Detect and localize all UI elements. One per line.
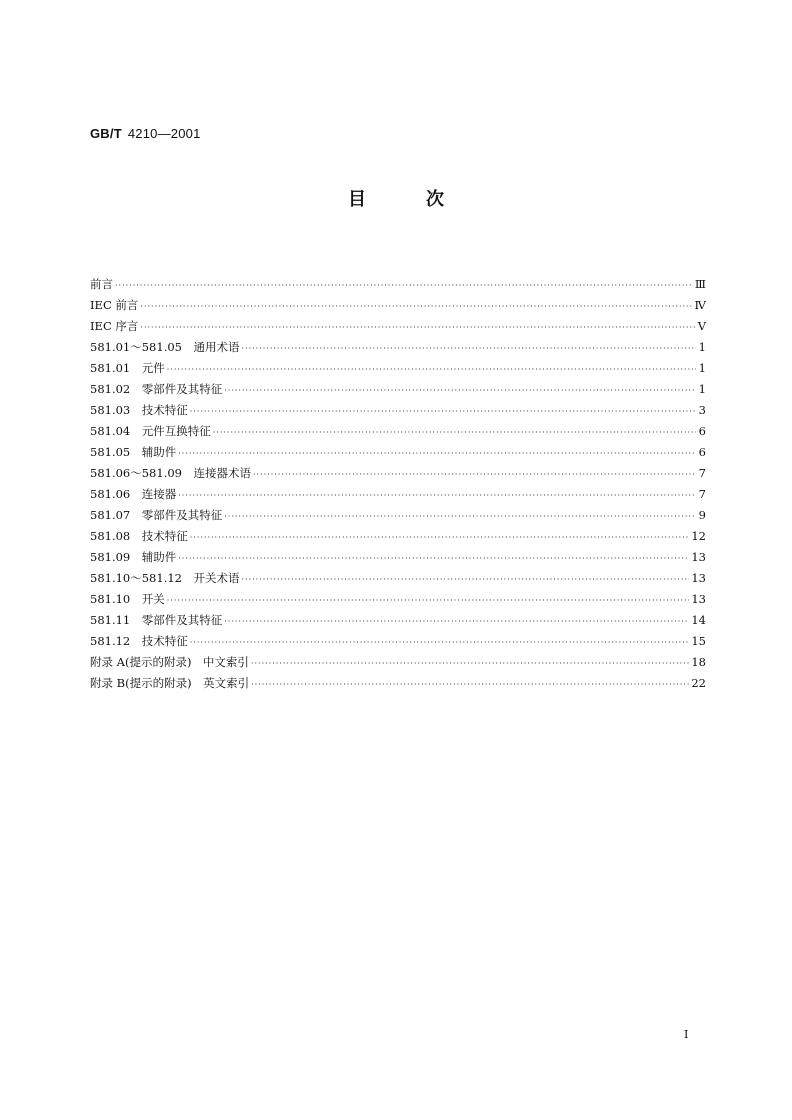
toc-entry[interactable] — [90, 358, 706, 379]
dot-leader — [241, 338, 696, 359]
toc-entry[interactable] — [90, 652, 706, 673]
dot-leader — [167, 590, 690, 611]
toc-entry-label: 581.07 零部件及其特征 — [90, 508, 223, 522]
dot-leader — [140, 317, 695, 338]
toc-entry[interactable] — [90, 568, 706, 589]
toc-entry-label: 581.06～581.09 连接器术语 — [90, 466, 251, 480]
dot-leader — [224, 380, 696, 401]
toc-entry-page: Ⅳ — [694, 298, 706, 312]
toc-entry-label: 附录 B(提示的附录) 英文索引 — [90, 676, 250, 690]
dot-leader — [190, 632, 690, 653]
toc-entry-page: 18 — [691, 655, 706, 669]
toc-entry[interactable] — [90, 295, 706, 316]
toc-entry-label: IEC 前言 — [90, 298, 139, 312]
toc-entry[interactable] — [90, 316, 706, 337]
toc-entry-label: 581.06 连接器 — [90, 487, 177, 501]
toc-entry-page: 6 — [698, 445, 706, 459]
toc-entry[interactable] — [90, 610, 706, 631]
toc-entry-label: 581.08 技术特征 — [90, 529, 188, 543]
toc-entry[interactable] — [90, 589, 706, 610]
dot-leader — [167, 359, 696, 380]
toc-entry-page: 13 — [691, 550, 706, 564]
toc-entry[interactable] — [90, 631, 706, 652]
page-number: I — [684, 1028, 689, 1041]
toc-entry-page: 1 — [698, 382, 706, 396]
standard-header — [90, 126, 201, 141]
table-of-contents — [90, 274, 706, 694]
dot-leader — [251, 653, 689, 674]
toc-entry-label: 581.02 零部件及其特征 — [90, 382, 223, 396]
toc-entry-label: 581.05 辅助件 — [90, 445, 177, 459]
toc-entry-label: 581.11 零部件及其特征 — [90, 613, 223, 627]
toc-entry[interactable] — [90, 547, 706, 568]
dot-leader — [178, 485, 696, 506]
toc-entry-page: 3 — [698, 403, 706, 417]
toc-entry[interactable] — [90, 484, 706, 505]
toc-entry-label: 581.10～581.12 开关术语 — [90, 571, 240, 585]
toc-entry[interactable] — [90, 463, 706, 484]
dot-leader — [251, 674, 689, 695]
toc-entry-label: IEC 序言 — [90, 319, 139, 333]
toc-title-char-1: 目 — [348, 189, 366, 210]
toc-entry-label: 581.12 技术特征 — [90, 634, 188, 648]
dot-leader — [190, 401, 696, 422]
dot-leader — [224, 611, 689, 632]
toc-entry[interactable] — [90, 379, 706, 400]
standard-prefix: GB/T — [90, 126, 122, 141]
toc-entry-label: 前言 — [90, 277, 113, 291]
dot-leader — [140, 296, 692, 317]
toc-entry-label: 581.03 技术特征 — [90, 403, 188, 417]
toc-entry[interactable] — [90, 505, 706, 526]
toc-entry-page: 15 — [691, 634, 706, 648]
toc-entry[interactable] — [90, 526, 706, 547]
dot-leader — [115, 275, 693, 296]
toc-entry-page: 1 — [698, 361, 706, 375]
toc-entry-page: 13 — [691, 571, 706, 585]
toc-entry-page: 9 — [698, 508, 706, 522]
toc-entry-label: 581.10 开关 — [90, 592, 165, 606]
toc-entry-page: 7 — [698, 466, 706, 480]
toc-entry[interactable] — [90, 337, 706, 358]
dot-leader — [253, 464, 696, 485]
dot-leader — [178, 548, 689, 569]
toc-entry-page: 7 — [698, 487, 706, 501]
toc-entry-page: 1 — [698, 340, 706, 354]
toc-entry[interactable] — [90, 400, 706, 421]
toc-entry[interactable] — [90, 673, 706, 694]
toc-entry-page: 22 — [691, 676, 706, 690]
toc-title-char-2: 次 — [426, 189, 444, 210]
toc-entry-page: 14 — [691, 613, 706, 627]
toc-entry-label: 581.09 辅助件 — [90, 550, 177, 564]
toc-entry-page: Ⅴ — [697, 319, 706, 333]
toc-entry[interactable] — [90, 274, 706, 295]
dot-leader — [241, 569, 689, 590]
standard-number: 4210—2001 — [127, 126, 201, 141]
toc-entry-page: 12 — [691, 529, 706, 543]
toc-title — [0, 188, 792, 212]
dot-leader — [213, 422, 696, 443]
toc-entry-label: 581.01 元件 — [90, 361, 165, 375]
dot-leader — [190, 527, 690, 548]
toc-entry[interactable] — [90, 442, 706, 463]
dot-leader — [178, 443, 696, 464]
toc-entry-label: 附录 A(提示的附录) 中文索引 — [90, 655, 249, 669]
toc-entry-label: 581.04 元件互换特征 — [90, 424, 211, 438]
toc-entry-page: 13 — [691, 592, 706, 606]
toc-entry-label: 581.01～581.05 通用术语 — [90, 340, 240, 354]
dot-leader — [224, 506, 696, 527]
toc-entry[interactable] — [90, 421, 706, 442]
toc-entry-page: Ⅲ — [694, 277, 706, 291]
toc-entry-page: 6 — [698, 424, 706, 438]
